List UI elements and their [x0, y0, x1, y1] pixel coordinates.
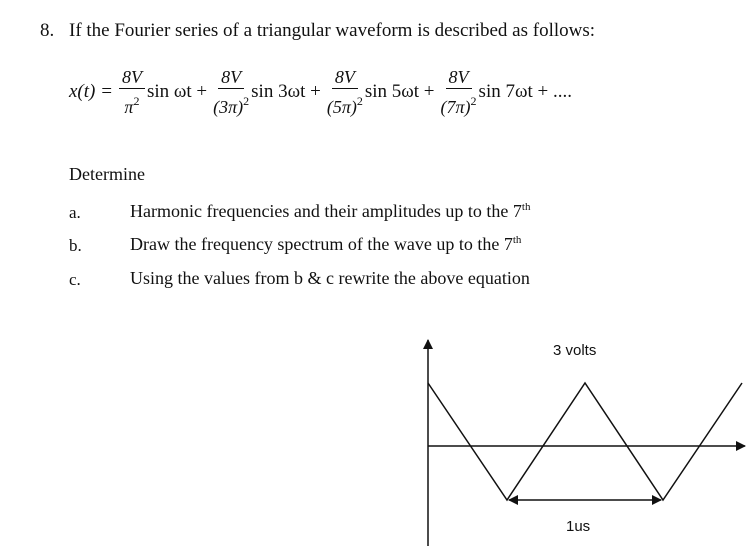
triangle-wave: [428, 383, 742, 500]
amplitude-label: 3 volts: [553, 342, 597, 359]
item-b-text: Draw the frequency spectrum of the wave up to the 7th: [130, 234, 522, 254]
term-3-numerator: 8V: [332, 67, 358, 89]
question-number: 8.: [40, 20, 55, 41]
term-1-sin: sin ωt +: [146, 81, 208, 102]
term-3-denominator: $(5\pi)^2$: [326, 93, 363, 117]
term-4-denominator: $(7\pi)^2$: [440, 93, 477, 117]
term-2-numerator: 8V: [218, 67, 244, 89]
term-1-numerator: 8V: [119, 67, 145, 89]
period-label: 1us: [566, 518, 591, 535]
term-3-sin: sin 5ωt +: [364, 81, 435, 102]
determine-heading: Determine: [69, 164, 145, 184]
term-1-denominator: $\pi^2$: [124, 93, 140, 117]
term-4-numerator: 8V: [446, 67, 472, 89]
item-a-letter: a.: [69, 203, 81, 222]
item-a-text: Harmonic frequencies and their amplitudes up to the 7th: [130, 201, 531, 221]
item-c-text: Using the values from b & c rewrite the above equation: [130, 268, 530, 288]
item-b-letter: b.: [69, 236, 82, 255]
equation-lhs: x(t) =: [69, 81, 113, 102]
term-2-sin: sin 3ωt +: [251, 81, 321, 102]
question-text: If the Fourier series of a triangular waveform is described as follows:: [69, 20, 596, 41]
term-2-denominator: $(3\pi)^2$: [213, 93, 250, 117]
item-c-letter: c.: [69, 270, 81, 289]
term-4-sin: sin 7ωt + ....: [478, 81, 572, 102]
